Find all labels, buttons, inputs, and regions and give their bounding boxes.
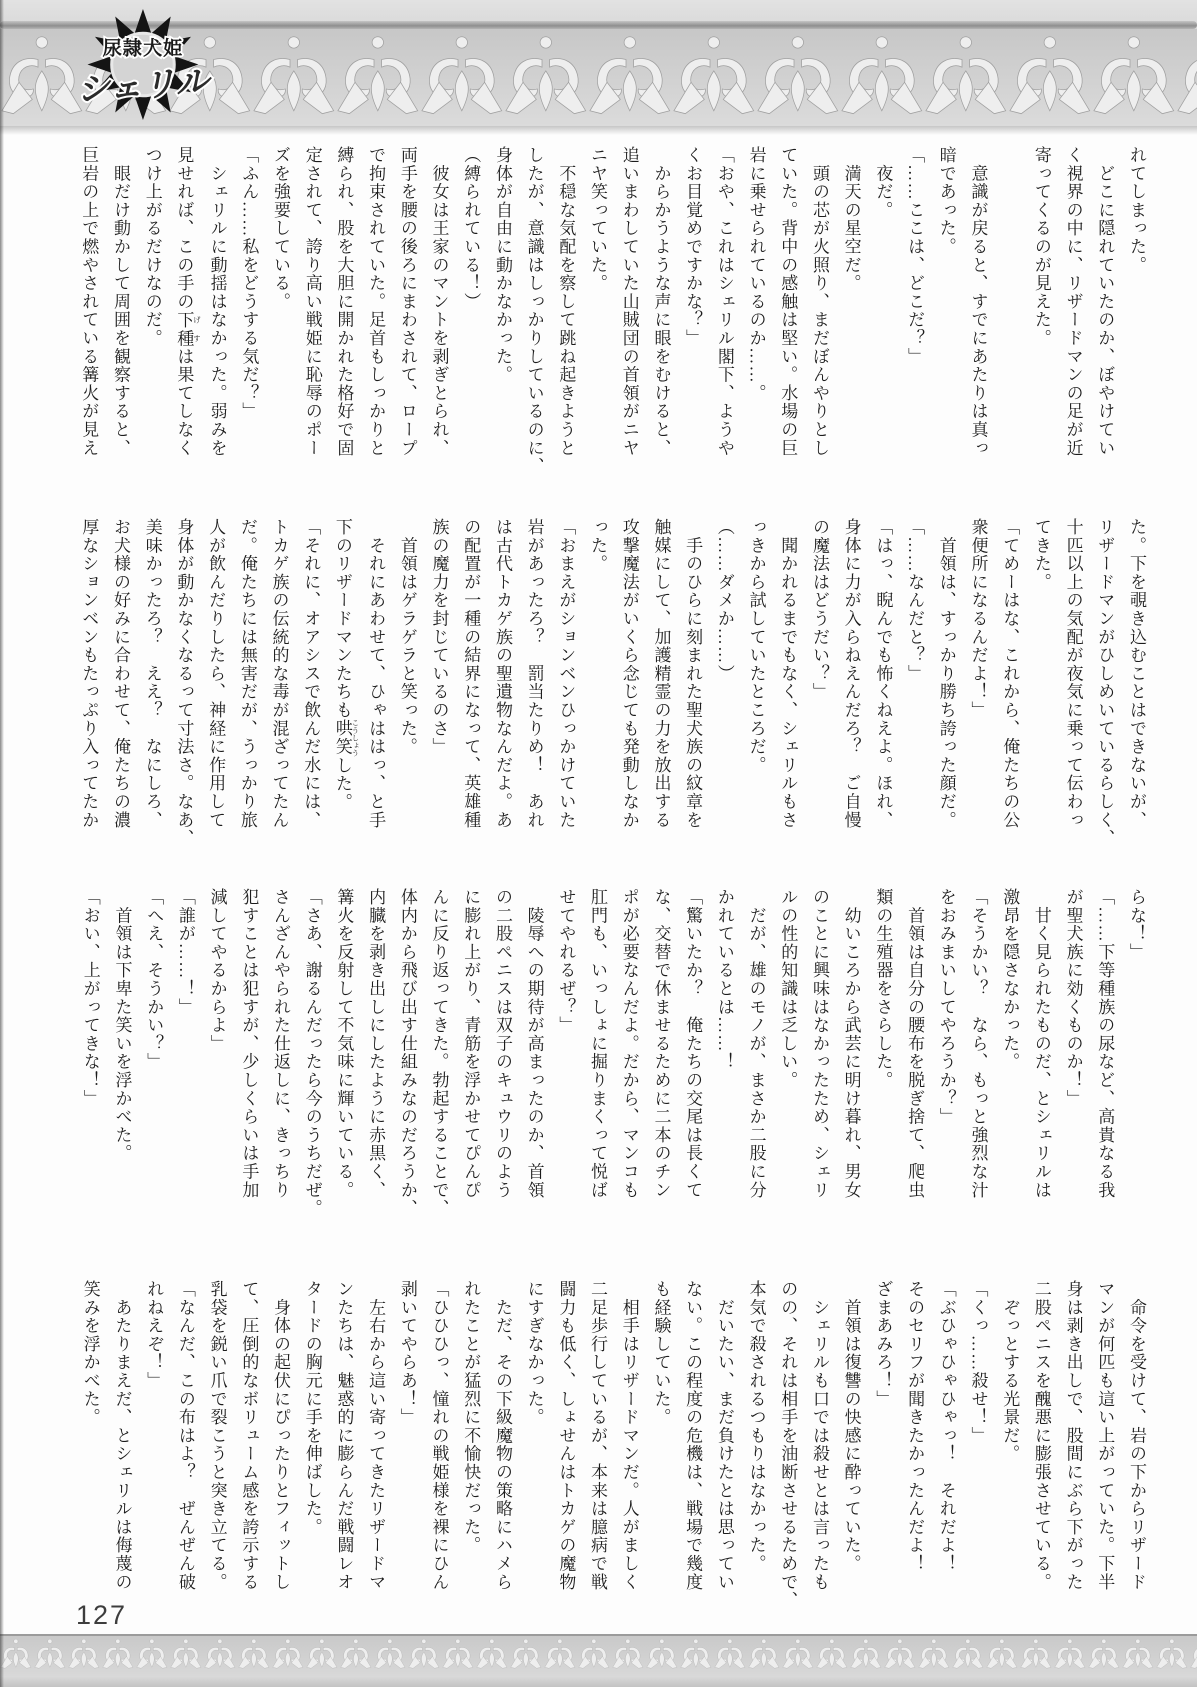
text-column: 「おい、上がってきな！」 [80,888,100,1108]
text-column: 「ひひひっ、憧れの戦姫様を裸にひん [429,1280,449,1592]
text-column: したが、意識はしっかりしているのに、 [524,146,544,476]
text-column: 「おや、これはシェリル閣下、ようや [714,146,734,458]
text-column: 篝火を反射して不気味に輝いている。 [334,888,354,1200]
text-column: にすぎなかった。 [524,1280,544,1427]
text-column: な、交替で休ませるために二本のチン [651,888,671,1200]
text-column: せてやれるぜ？」 [556,888,576,1035]
text-column: 幼いころから武芸に明け暮れ、男女 [841,888,861,1200]
page-number: 127 [76,1600,128,1630]
text-column: だ。俺たちには無害だが、うっかり旅 [237,518,257,830]
text-column: 内臓を剥き出しにしたように赤黒く、 [366,888,386,1200]
text-column: 手のひらに刻まれた聖犬族の紋章を [683,518,703,830]
text-column: の配置が一種の結界になって、英雄種 [461,518,481,830]
text-column: 首領は復讐の快感に酔っていた。 [841,1280,861,1573]
text-column: 「それに、オアシスで飲んだ水には、 [301,518,321,830]
text-column [993,146,1025,492]
text-band-1 [72,146,1152,492]
text-column: 本気で殺されるつもりはなかった。 [746,1280,766,1573]
text-column: シェリルも口では殺せとは言ったも [809,1280,829,1592]
text-column: れたことが猛烈に不愉快だった。 [461,1280,481,1555]
text-band-4 [72,1280,1152,1626]
text-column: 攻撃魔法がいくら念じても発動しなか [619,518,639,830]
text-column: をおみまいしてやろうか？」 [936,888,956,1126]
text-column: トカゲ族の伝統的な毒が混ざってたん [269,518,289,830]
text-column: 首領はゲラゲラと笑った。 [397,518,417,756]
text-column: 眼だけ動かして周囲を観察すると、 [111,146,130,458]
text-column: も経験していた。 [651,1280,671,1427]
text-column: 衆便所になるんだよ！」 [968,518,988,720]
text-column: だが、雄のモノが、まさか二股に分 [746,888,766,1200]
text-column: 暗であった。 [936,146,956,256]
text-column: 体内から飛び出す仕組みなのだろうか、 [397,888,417,1218]
text-column: つけ上がるだけなのだ。 [142,146,162,348]
text-column: 「そうかい？ なら、もっと強烈な汁 [968,888,988,1200]
text-column: 「……なんだと？」 [905,518,925,683]
text-column: リザードマンがひしめいているらしく、 [1095,518,1115,848]
text-column: からかうような声に眼をむけると、 [651,146,671,458]
text-column: ぞっとする光景だ。 [1000,1280,1020,1463]
text-column: 身体の起伏にぴったりとフィットし [271,1280,291,1592]
text-column: そのセリフが聞きたかったんだよ！ [905,1280,925,1573]
text-column: 意識が戻ると、すでにあたりは真っ [968,146,988,458]
text-band-2 [72,518,1152,864]
text-column: のことに興味はなかったため、シェリ [809,888,829,1200]
text-column: 身体が動かなくなるって寸法さ。なあ、 [174,518,194,848]
text-column: ルの性的知識は乏しい。 [778,888,798,1090]
text-column: ポが必要なんだよ。だから、マンコも [619,888,639,1200]
text-column: 寄ってくるのが見えた。 [1031,146,1051,348]
text-column: れてしまった。 [1127,146,1146,275]
text-column: 類の生殖器をさらした。 [873,888,893,1090]
text-column: 二股ペニスを醜悪に膨張させている。 [1031,1280,1051,1592]
text-column: で拘束されていた。足首もしっかりと [366,146,386,458]
text-column: てきた。 [1031,518,1051,592]
text-column: れねえぞ！」 [144,1280,164,1390]
text-column: 笑みを浮かべた。 [80,1280,100,1427]
text-column: く視界の中に、リザードマンの足が近 [1063,146,1083,458]
text-column: 減してやるからよ」 [207,888,227,1053]
text-column: 首領は、すっかり勝ち誇った顔だ。 [936,518,956,830]
text-column: 見せれば、この手の下種 げすは果てしなく [174,146,202,458]
text-column: 両手を腰の後ろにまわされて、ロープ [397,146,417,458]
text-column: った。 [588,518,608,573]
text-column: のの、それは相手を油断させるためで、 [778,1280,798,1610]
text-column: 十匹以上の気配が夜気に乗って伝わっ [1063,518,1083,830]
text-column: 人が飲んだりしたら、神経に作用して [206,518,226,830]
text-column: タードの胸元に手を伸ばした。 [302,1280,322,1537]
text-column: 激昂を隠さなかった。 [1000,888,1020,1071]
text-column: 肛門も、いっしょに掘りまくって悦ば [588,888,608,1200]
text-column: （……ダメか……） [714,518,734,683]
text-column: ざまあみろ！」 [873,1280,893,1409]
text-column: 「くっ……殺せ！」 [968,1280,988,1445]
text-band-3 [72,888,1152,1234]
text-column: お犬様の好みに合わせて、俺たちの濃 [111,518,130,830]
text-column: ニヤ笑っていた。 [588,146,608,293]
text-column: の魔法はどうだい？」 [809,518,829,701]
text-column: だいたい、まだ負けたとは思ってい [714,1280,734,1592]
text-column: に膨れ上がり、青筋を浮かせてぴんぴ [461,888,481,1200]
text-column: ない。この程度の危機は、戦場で幾度 [683,1280,703,1592]
text-column: 頭の芯が火照り、まだぼんやりとし [809,146,829,458]
text-column: っきから試していたところだ。 [746,518,766,775]
logo-subtitle: 尿隷犬姫 [102,38,184,60]
text-column: た。下を覗き込むことはできないが、 [1127,518,1146,830]
text-column: あたりまえだ、とシェリルは侮蔑の [112,1280,132,1592]
text-column: ただ、その下級魔物の策略にハメら [492,1280,512,1592]
text-column: の二股ペニスは双子のキュウリのよう [492,888,512,1200]
footer-strip [0,1676,1197,1687]
text-column: かれているとは……！ [714,888,734,1071]
text-column: それにあわせて、ひゃははっ、と手 [366,518,386,830]
text-column: 不穏な気配を察して跳ね起きようと [556,146,576,458]
text-column: 「おまえがションベンひっかけていた [556,518,576,830]
text-column: 甘く見られたものだ、とシェリルは [1031,888,1051,1200]
text-column: 犯すことは犯すが、少しくらいは手加 [239,888,259,1200]
text-column: て、圧倒的なボリューム感を誇示する [239,1280,259,1592]
text-column: 触媒にして、加護精霊の力を放出する [651,518,671,830]
text-column: 岩に乗せられているのか……。 [746,146,766,403]
text-column: さんざんやられた仕返しに、きっちり [271,888,291,1200]
text-column: どこに隠れていたのか、ぼやけてい [1095,146,1115,458]
text-column: 「ふん……私をどうする気だ？」 [239,146,259,421]
text-column: 厚なションベンもたっぷり入ってたか [79,518,99,830]
text-column: 二足歩行しているが、本来は臆病で戦 [588,1280,608,1592]
text-column: 彼女は王家のマントを剥ぎとられ、 [429,146,449,458]
text-column: 「誰が……！」 [175,888,195,1017]
text-column: マンが何匹も這い上がっていた。下半 [1095,1280,1115,1592]
text-column: 闘力も低く、しょせんはトカゲの魔物 [556,1280,576,1592]
text-column: 陵辱への期待が高まったのか、首領 [524,888,544,1200]
text-column: 族の魔力を封じているのさ」 [429,518,449,756]
text-column: 「ぶひゃひゃひゃっ！ それだよ！ [936,1280,956,1573]
text-column: 「さあ、謝るんだったら今のうちだぜ。 [302,888,322,1218]
text-column: 「へえ、そうかい？」 [144,888,164,1071]
text-column: 追いまわしていた山賊団の首領がニヤ [619,146,639,458]
logo-title: シェリル [75,63,211,110]
text-column: は古代トカゲ族の聖遺物なんだよ。あ [492,518,512,830]
scan-edge-shadow [0,0,4,1687]
header-shadow [0,126,1197,135]
text-column: んに反り返ってきた。勃起することで、 [429,888,449,1218]
text-column: （縛られている！） [461,146,481,311]
text-column: 「なんだ、この布はよ？ ぜんぜん破 [175,1280,195,1592]
text-column: 巨岩の上で燃やされている篝火が見え [79,146,99,458]
text-column: 身体に力が入らねえんだろ？ ご自慢 [841,518,861,830]
text-column: 満天の星空だ。 [841,146,861,293]
text-column: が聖犬族に効くものか！」 [1063,888,1083,1108]
text-column: 首領は下卑た笑いを浮かべた。 [112,888,132,1163]
text-column: 定されて、誇り高い戦姫に恥辱のポー [302,146,322,458]
series-logo [74,4,220,120]
text-column: 「はっ、睨んでも怖くねえよ。ほれ、 [873,518,893,830]
text-column: 首領は自分の腰布を脱ぎ捨て、爬虫 [905,888,925,1200]
text-column: くお目覚めですかな？」 [683,146,703,348]
text-column: シェリルに動揺はなかった。弱みを [207,146,227,458]
text-column: 剥いてやらあ！」 [397,1280,417,1427]
footer-ornament-border [0,1634,1197,1676]
text-column: ていた。背中の感触は堅い。水場の巨 [778,146,798,458]
text-column: 身は剥き出しで、股間にぶら下がった [1063,1280,1083,1592]
text-column: 夜だ。 [873,146,893,220]
text-column: 身体が自由に動かなかった。 [492,146,512,384]
text-column: 「……ここは、どこだ？」 [905,146,925,366]
text-column: 左右から這い寄ってきたリザードマ [366,1280,386,1592]
text-column: 相手はリザードマンだ。人がましく [619,1280,639,1592]
text-column: 乳袋を鋭い爪で裂こうと突き立てる。 [207,1280,227,1592]
text-column: ズを強要している。 [271,146,291,311]
text-column: 縛られ、股を大胆に開かれた格好で固 [334,146,354,458]
text-column: 「驚いたか？ 俺たちの交尾は長くて [683,888,703,1200]
text-column: 岩があったろ？ 罰当たりめ！ あれ [524,518,544,830]
text-column: 「てめーはな、これから、俺たちの公 [1000,518,1020,830]
text-column: らな！」 [1127,888,1146,962]
text-column: 聞かれるまでもなく、シェリルもさ [778,518,798,830]
text-column: ンたちは、魅惑的に膨らんだ戦闘レオ [334,1280,354,1592]
text-column: 命令を受けて、岩の下からリザード [1127,1280,1146,1592]
text-column: 美味かったろ？ ええ？ なにしろ、 [142,518,162,830]
text-column: 下のリザードマンたちも哄笑 こうしょうした。 [332,518,360,812]
ornament-pattern-icon [0,1636,1197,1674]
text-column: 「……下等種族の尿など、高貴なる我 [1095,888,1115,1200]
